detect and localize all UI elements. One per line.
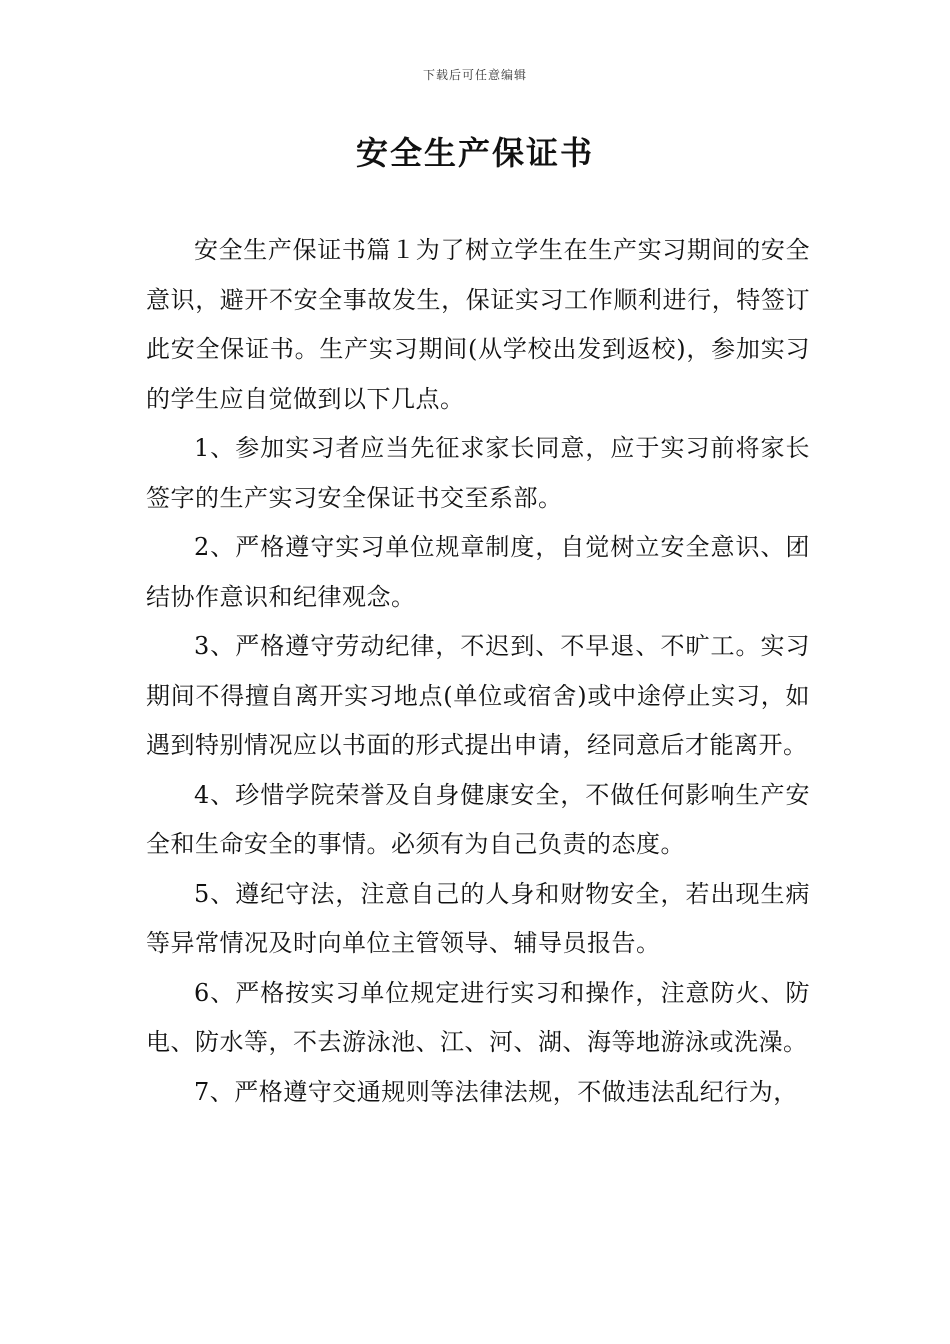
paragraph-item-4: 4、珍惜学院荣誉及自身健康安全，不做任何影响生产安全和生命安全的事情。必须有为自己负责的态度。 xyxy=(146,780,810,858)
header-note: 下载后可任意编辑 xyxy=(422,68,527,82)
paragraph-item-1: 1、参加实习者应当先征求家长同意，应于实习前将家长签字的生产实习安全保证书交至系部。 xyxy=(146,434,810,512)
document-title: 安全生产保证书 xyxy=(355,134,594,172)
paragraph-item-2: 2、严格遵守实习单位规章制度，自觉树立安全意识、团结协作意识和纪律观念。 xyxy=(146,533,810,611)
paragraph-item-6: 6、严格按实习单位规定进行实习和操作，注意防火、防电、防水等，不去游泳池、江、河、湖、海等地游泳或洗澡。 xyxy=(146,978,810,1056)
paragraph-item-7: 7、严格遵守交通规则等法律法规，不做违法乱纪行为， xyxy=(194,1077,798,1106)
paragraph-intro: 安全生产保证书篇１为了树立学生在生产实习期间的安全意识，避开不安全事故发生，保证实习工作顺利进行，特签订此安全保证书。生产实习期间(从学校出发到返校)，参加实习的学生应自觉做到以下几点。 xyxy=(146,236,810,413)
paragraph-item-3: 3、严格遵守劳动纪律，不迟到、不早退、不旷工。实习期间不得擅自离开实习地点(单位或宿舍)或中途停止实习，如遇到特别情况应以书面的形式提出申请，经同意后才能离开。 xyxy=(146,632,810,759)
paragraph-item-5: 5、遵纪守法，注意自己的人身和财物安全，若出现生病等异常情况及时向单位主管领导、辅导员报告。 xyxy=(146,879,810,957)
document-body xyxy=(146,226,810,1117)
